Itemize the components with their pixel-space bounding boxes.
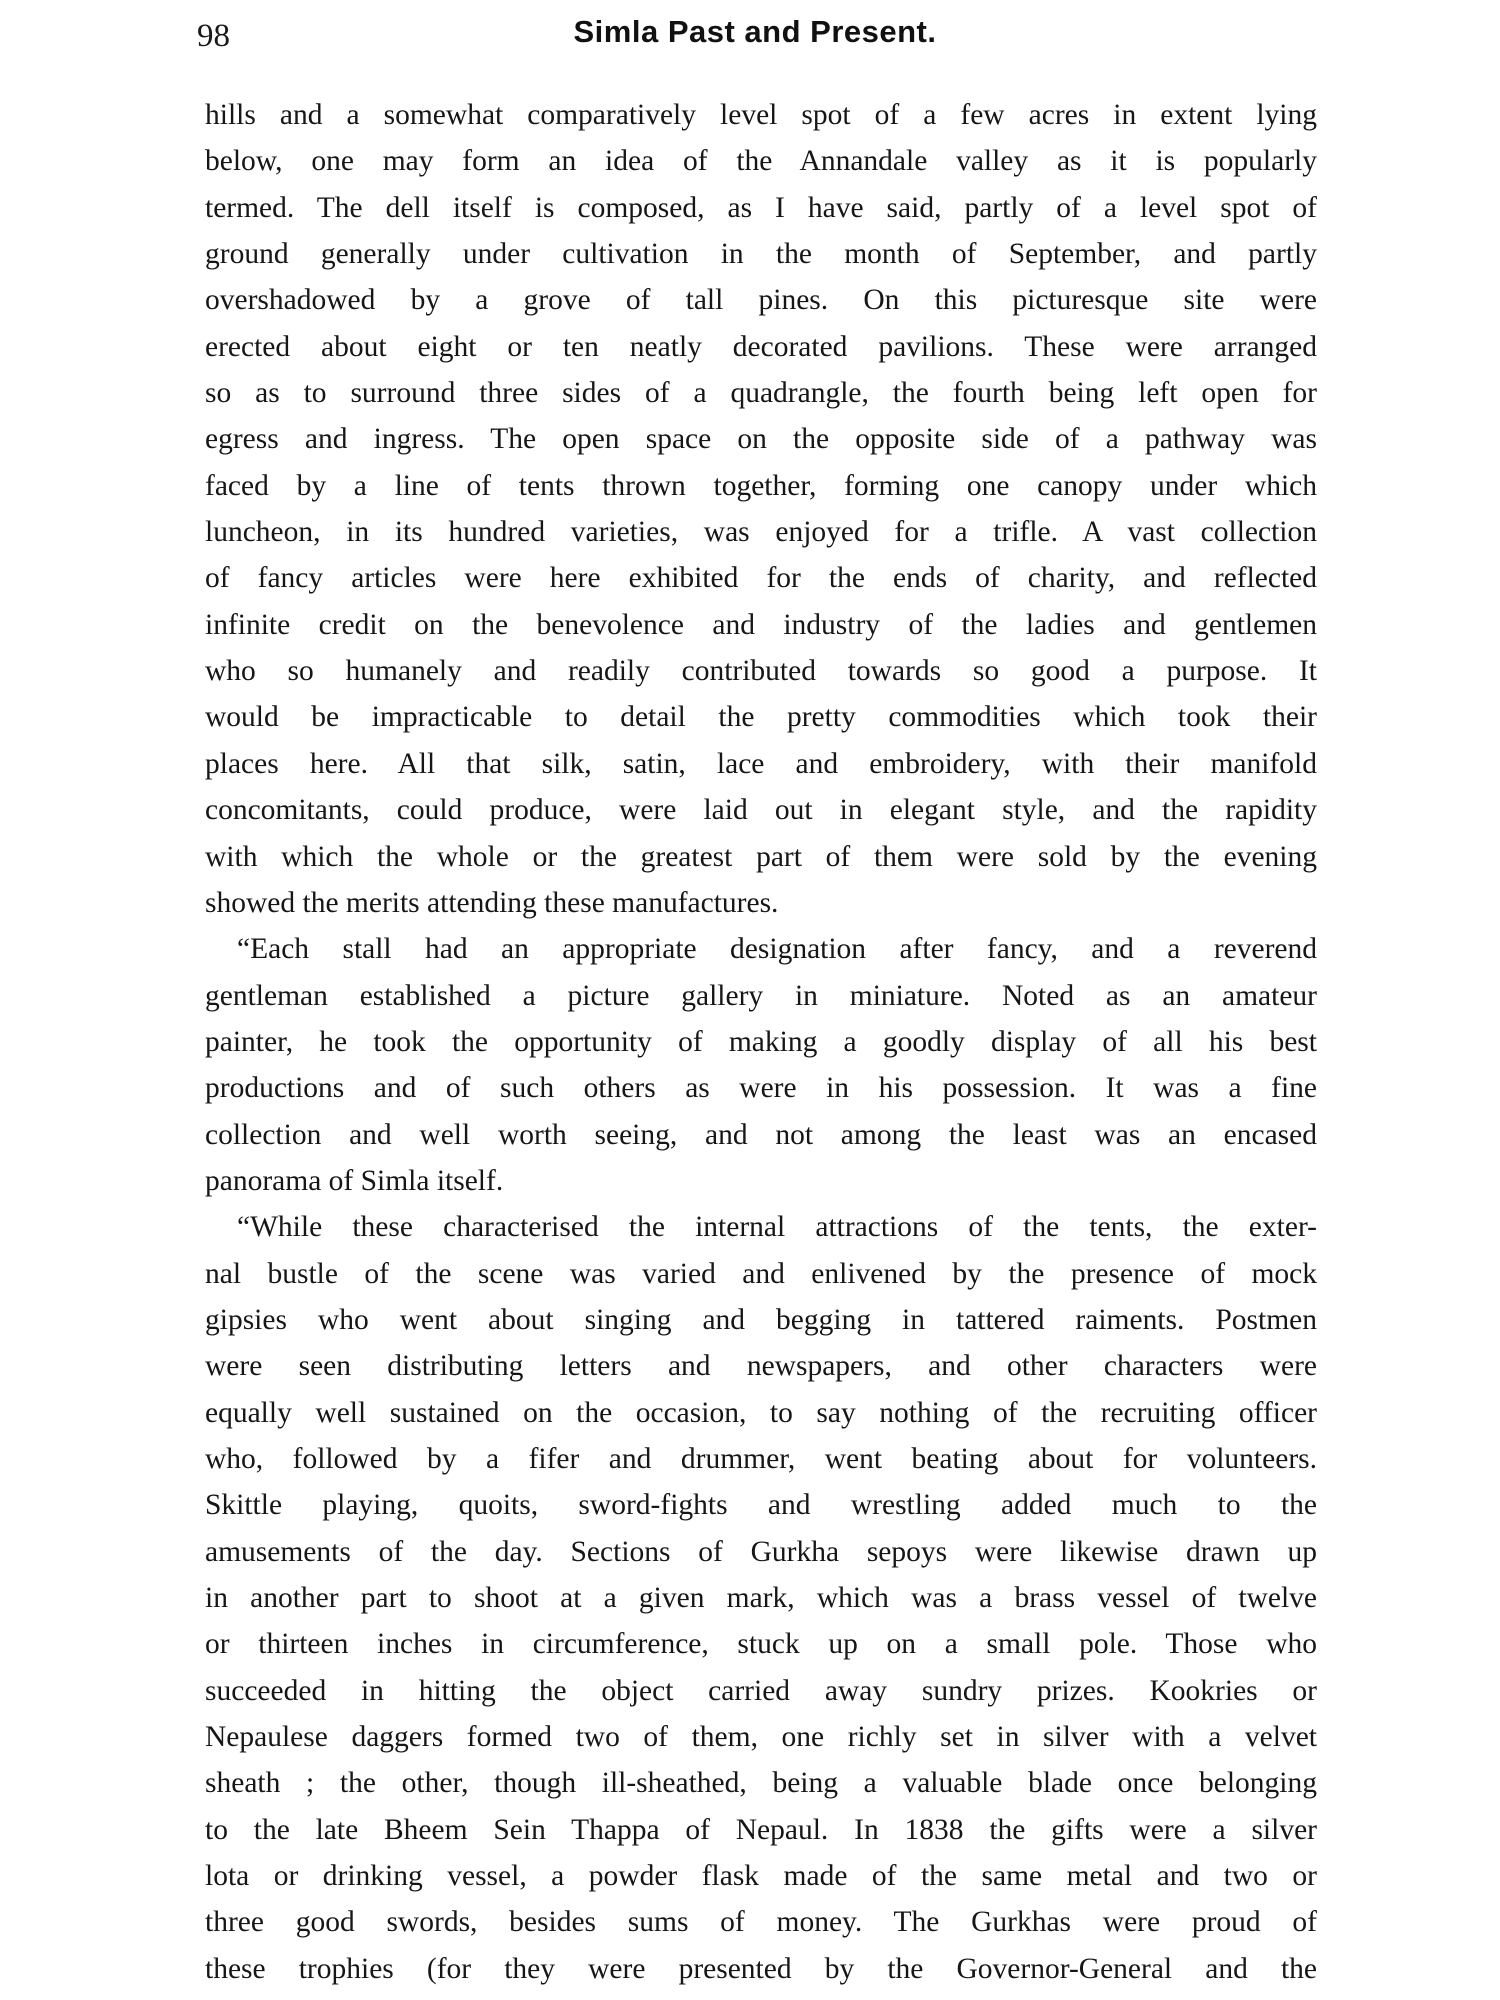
page-number: 98	[197, 18, 230, 54]
text-line: luncheon, in its hundred varieties, was enjoyed for a trifle. A vast collection	[205, 516, 1317, 549]
text-line: these trophies (for they were presented by the Governor-General and the	[205, 1952, 1317, 1985]
text-line: concomitants, could produce, were laid out in elegant style, and the rapidity	[205, 794, 1317, 827]
body-text	[205, 92, 1317, 1992]
text-line: would be impracticable to detail the pretty commodities which took their	[205, 701, 1317, 734]
text-line: “While these characterised the internal attractions of the tents, the exter-	[237, 1211, 1317, 1244]
text-line: Nepaulese daggers formed two of them, one richly set in silver with a velvet	[205, 1721, 1317, 1754]
text-line: who so humanely and readily contributed towards so good a purpose. It	[205, 655, 1317, 688]
text-line: sheath ; the other, though ill-sheathed, being a valuable blade once belonging	[205, 1767, 1317, 1800]
text-line: so as to surround three sides of a quadrangle, the fourth being left open for	[205, 377, 1317, 410]
text-line: who, followed by a fifer and drummer, went beating about for volunteers.	[205, 1442, 1317, 1475]
text-line: succeeded in hitting the object carried away sundry prizes. Kookries or	[205, 1674, 1317, 1707]
text-line: gipsies who went about singing and begging in tattered raiments. Postmen	[205, 1303, 1317, 1336]
text-line: showed the merits attending these manufactures.	[205, 886, 779, 919]
text-line: amusements of the day. Sections of Gurkha sepoys were likewise drawn up	[205, 1535, 1317, 1568]
text-line: with which the whole or the greatest part of them were sold by the evening	[205, 840, 1317, 873]
text-line: nal bustle of the scene was varied and enlivened by the presence of mock	[205, 1257, 1317, 1290]
text-line: overshadowed by a grove of tall pines. On this picturesque site were	[205, 284, 1317, 317]
text-line: productions and of such others as were in his possession. It was a fine	[205, 1072, 1317, 1105]
paragraph-2	[205, 926, 1317, 1204]
text-line: panorama of Simla itself.	[205, 1164, 504, 1197]
text-line: ground generally under cultivation in the month of September, and partly	[205, 238, 1317, 271]
text-line: faced by a line of tents thrown together, forming one canopy under which	[205, 469, 1317, 502]
text-line: of fancy articles were here exhibited for the ends of charity, and reflected	[205, 562, 1317, 595]
text-line: in another part to shoot at a given mark, which was a brass vessel of twelve	[205, 1582, 1317, 1614]
text-line: painter, he took the opportunity of making a goodly display of all his best	[205, 1025, 1317, 1058]
text-line: or thirteen inches in circumference, stuck up on a small pole. Those who	[205, 1628, 1317, 1661]
text-line: equally well sustained on the occasion, to say nothing of the recruiting officer	[205, 1396, 1317, 1429]
text-line: places here. All that silk, satin, lace and embroidery, with their manifold	[205, 747, 1317, 780]
text-line: to the late Bheem Sein Thappa of Nepaul. In 1838 the gifts were a silver	[205, 1813, 1317, 1846]
paragraph-1	[205, 92, 1317, 926]
paragraph-3	[205, 1204, 1317, 1992]
text-line: infinite credit on the benevolence and industry of the ladies and gentlemen	[205, 608, 1317, 641]
running-title: Simla Past and Present.	[573, 14, 937, 49]
text-line: erected about eight or ten neatly decorated pavilions. These were arranged	[205, 330, 1317, 363]
text-line: collection and well worth seeing, and not among the least was an encased	[205, 1118, 1317, 1151]
text-line: Skittle playing, quoits, sword-fights and wrestling added much to the	[205, 1489, 1317, 1522]
text-line: “Each stall had an appropriate designation after fancy, and a reverend	[237, 933, 1317, 966]
text-line: were seen distributing letters and newspapers, and other characters were	[205, 1350, 1317, 1383]
text-line: egress and ingress. The open space on the opposite side of a pathway was	[205, 423, 1317, 456]
text-line: termed. The dell itself is composed, as I have said, partly of a level spot of	[205, 191, 1317, 224]
page-header	[195, 10, 1315, 70]
text-line: lota or drinking vessel, a powder flask made of the same metal and two or	[205, 1860, 1317, 1893]
text-line: gentleman established a picture gallery in miniature. Noted as an amateur	[205, 979, 1317, 1012]
text-line: hills and a somewhat comparatively level spot of a few acres in extent lying	[205, 99, 1317, 131]
text-line: below, one may form an idea of the Annandale valley as it is popularly	[205, 145, 1317, 178]
text-line: three good swords, besides sums of money. The Gurkhas were proud of	[205, 1906, 1317, 1939]
